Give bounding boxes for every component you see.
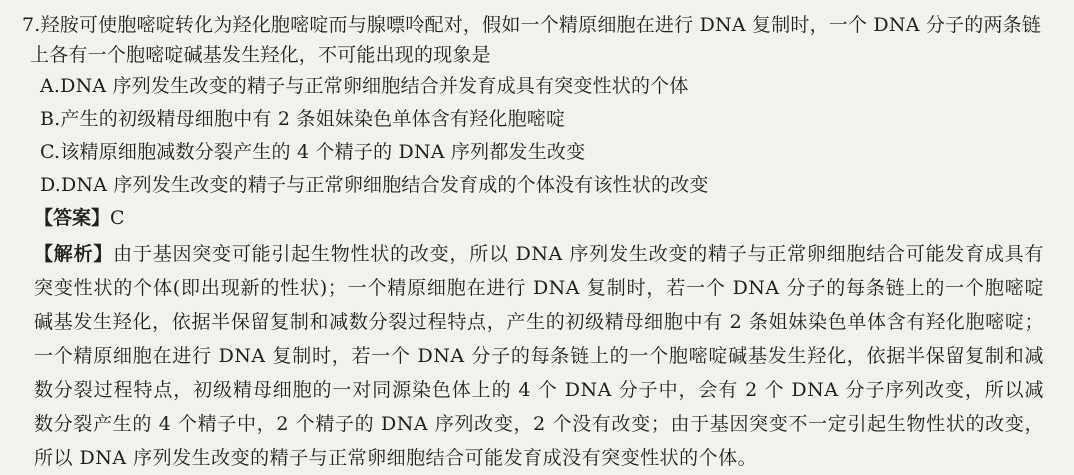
analysis-label: 【解析】 [34, 243, 114, 265]
answer-value: C [110, 207, 125, 229]
answer-label: 【答案】 [34, 207, 111, 229]
option-c: C.该精原细胞减数分裂产生的 4 个精子的 DNA 序列都发生改变 [40, 141, 586, 163]
option-a: A.DNA 序列发生改变的精子与正常卵细胞结合并发育成具有突变性状的个体 [40, 75, 689, 97]
answer-line [34, 202, 1044, 235]
question-stem-text: 羟胺可使胞嘧啶转化为羟化胞嘧啶而与腺嘌呤配对，假如一个精原细胞在进行 DNA 复制时，一个 DNA 分子的两条链上各有一个胞嘧啶碱基发生羟化，不可能出现的现象是 [30, 14, 1042, 66]
analysis-text: 由于基因突变可能引起生物性状的改变，所以 DNA 序列发生改变的精子与正常卵细胞结合可能发育成具有突变性状的个体(即出现新的性状)；一个精原细胞在进行 DNA 复制时，若一个 DNA 分子的每条链上的一个胞嘧啶碱基发生羟化，依据半保留复制和减数分裂过程特点，产生的初级精母细胞中有 2 条姐妹染色单体含有羟化胞嘧啶；一个精原细胞在进行 DNA 复制时，若一个 DNA 分子的每条链上的一个胞嘧啶碱基发生羟化，依据半保留复制和减数分裂过程特点，初级精母细胞的一对同源染色体上的 4 个 DNA 分子中，会有 2 个 DNA 分子序列改变，所以减数分裂产生的 4 个精子中，2 个精子的 DNA 序列改变，2 个没有改变；由于基因突变不一定引起生物性状的改变，所以 DNA 序列发生改变的精子与正常卵细胞结合可能发育成没有突变性状的个体。 [34, 243, 1044, 469]
question-stem [22, 10, 1044, 70]
question-number: 7. [22, 14, 41, 36]
option-b: B.产生的初级精母细胞中有 2 条姐妹染色单体含有羟化胞嘧啶 [40, 108, 566, 130]
analysis-paragraph [34, 237, 1044, 475]
option-d: D.DNA 序列发生改变的精子与正常卵细胞结合发育成的个体没有该性状的改变 [40, 174, 709, 196]
